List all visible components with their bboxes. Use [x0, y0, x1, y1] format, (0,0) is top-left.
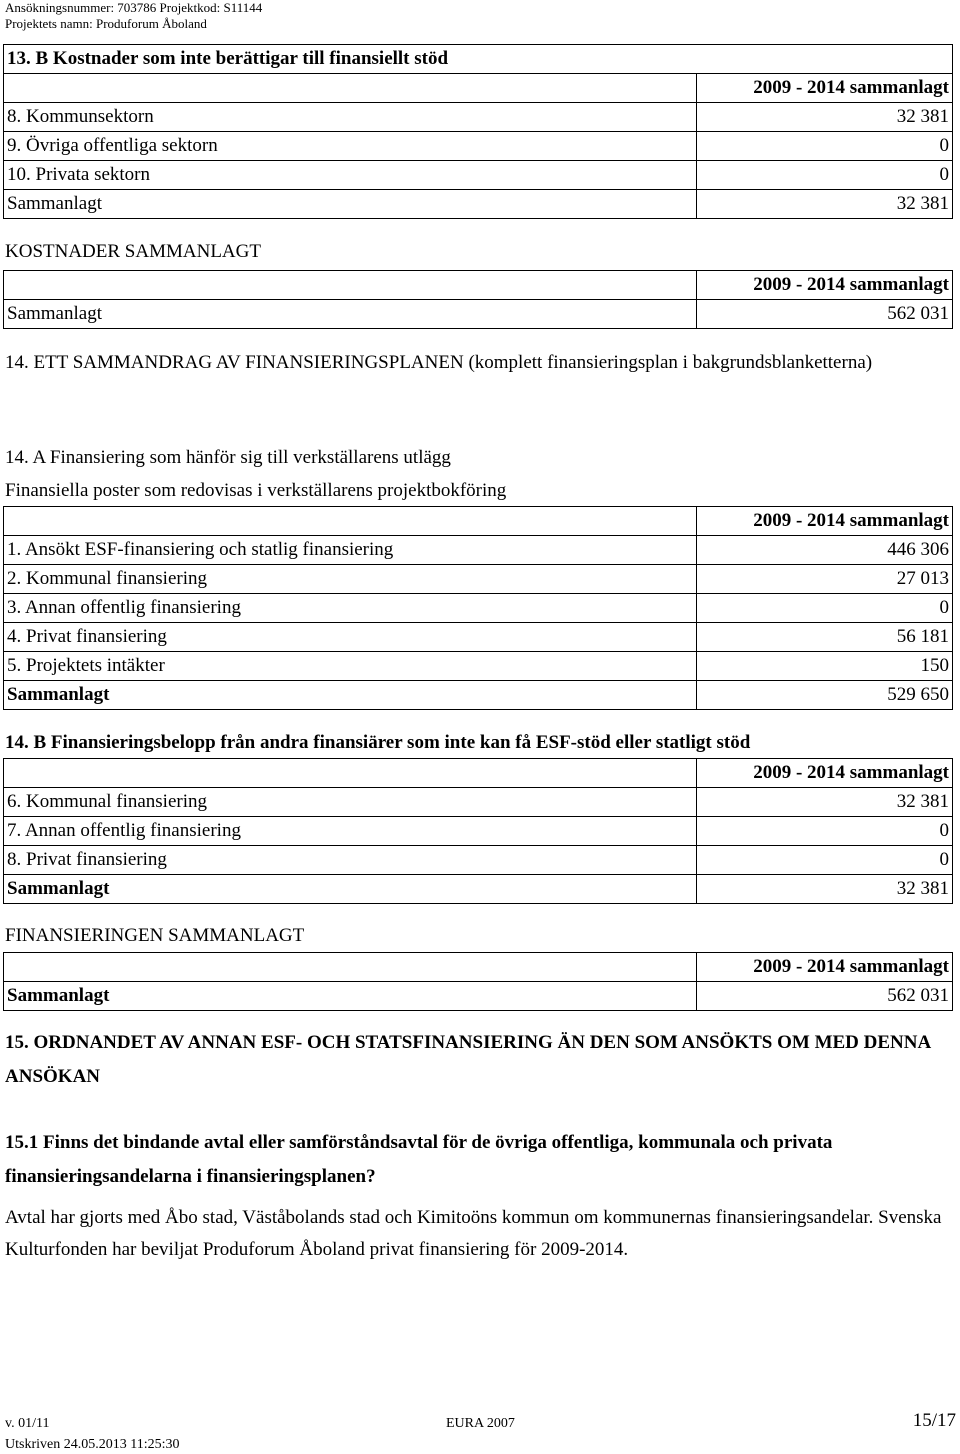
section-subtitle-14a: Finansiella poster som redovisas i verkställarens projektbokföring: [5, 480, 507, 501]
section-title-14b: 14. B Finansieringsbelopp från andra finansiärer som inte kan få ESF-stöd eller statligt stöd: [5, 732, 751, 753]
printed-timestamp: Utskriven 24.05.2013 11:25:30: [5, 1437, 180, 1452]
column-header: 2009 - 2014 sammanlagt: [697, 759, 953, 788]
table-finansieringen: [3, 952, 953, 1011]
table-row: Sammanlagt 562 031: [4, 982, 953, 1011]
table-row: Sammanlagt 32 381: [4, 875, 953, 904]
table-13b: [3, 44, 953, 219]
section-title-14a: 14. A Finansiering som hänför sig till verkställarens utlägg: [5, 447, 451, 468]
page-number: 15/17: [912, 1410, 956, 1431]
table-row: 7. Annan offentlig finansiering 0: [4, 817, 953, 846]
section-title-14: 14. ETT SAMMANDRAG AV FINANSIERINGSPLANEN (komplett finansieringsplan i bakgrundsblanketterna): [5, 352, 873, 373]
finansieringen-title: FINANSIERINGEN SAMMANLAGT: [5, 925, 305, 946]
section-title-13b: 13. B Kostnader som inte berättigar till finansiellt stöd: [4, 45, 953, 74]
table-row: Sammanlagt 529 650: [4, 681, 953, 710]
application-number: Ansökningsnummer: 703786 Projektkod: S11144: [5, 0, 263, 15]
column-header: 2009 - 2014 sammanlagt: [697, 74, 953, 103]
table-kostnader: [3, 270, 953, 329]
column-header: 2009 - 2014 sammanlagt: [697, 953, 953, 982]
table-row: 5. Projektets intäkter 150: [4, 652, 953, 681]
table-row: Sammanlagt 32 381: [4, 190, 953, 219]
table-row: 8. Kommunsektorn 32 381: [4, 103, 953, 132]
table-row: Sammanlagt 562 031: [4, 300, 953, 329]
table-row: 4. Privat finansiering 56 181: [4, 623, 953, 652]
table-row: 10. Privata sektorn 0: [4, 161, 953, 190]
section-title-15-1: 15.1 Finns det bindande avtal eller samförståndsavtal för de övriga offentliga, kommunala och privata finansieringsandelarna i finansieringsplanen?: [5, 1132, 833, 1187]
table-row: 2. Kommunal finansiering 27 013: [4, 565, 953, 594]
table-row: 8. Privat finansiering 0: [4, 846, 953, 875]
kostnader-title: KOSTNADER SAMMANLAGT: [5, 241, 261, 262]
table-row: 3. Annan offentlig finansiering 0: [4, 594, 953, 623]
table-row: 9. Övriga offentliga sektorn 0: [4, 132, 953, 161]
table-14a: [3, 506, 953, 710]
table-row: 1. Ansökt ESF-finansiering och statlig finansiering 446 306: [4, 536, 953, 565]
section-title-15: 15. ORDNANDET AV ANNAN ESF- OCH STATSFINANSIERING ÄN DEN SOM ANSÖKTS OM MED DENNA ANSÖKAN: [5, 1032, 931, 1087]
answer-text: Avtal har gjorts med Åbo stad, Väståbolands stad och Kimitoöns kommun om kommunernas finansieringsandelar. Svenska Kulturfonden har beviljat Produforum Åboland privat finansiering för 2009-2014.: [5, 1207, 942, 1260]
table-row: 6. Kommunal finansiering 32 381: [4, 788, 953, 817]
column-header: 2009 - 2014 sammanlagt: [697, 507, 953, 536]
table-14b: [3, 758, 953, 904]
column-header: 2009 - 2014 sammanlagt: [697, 271, 953, 300]
project-name: Projektets namn: Produforum Åboland: [5, 16, 207, 31]
form-version: v. 01/11: [5, 1416, 50, 1431]
form-system: EURA 2007: [446, 1416, 515, 1431]
